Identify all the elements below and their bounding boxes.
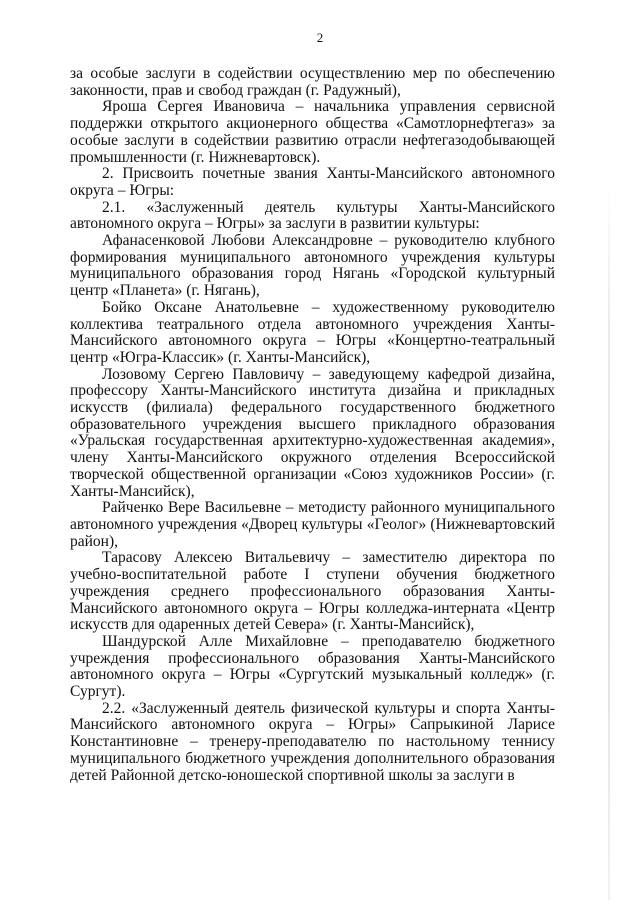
paragraph-afanasenkova: Афанасенковой Любови Александровне – руководителю клубного формирования муниципального автономного учреждения культуры муниципального образования город Нягань «Городской культурный центр «Планета» (г. Нягань),: [70, 232, 555, 300]
paragraph-raychenko: Райченко Вере Васильевне – методисту районного муниципального автономного учреждения «Дворец культуры «Геолог» (Нижневартовский район),: [70, 499, 555, 550]
paragraph-boyko: Бойко Оксане Анатольевне – художественному руководителю коллектива театрального отдела автономного учреждения Ханты-Мансийского автономного округа – Югры «Концертно-театральный центр «Югра-Классик» (г. Ханты-Мансийск),: [70, 298, 555, 366]
paragraph-tarasov: Тарасову Алексею Витальевичу – заместителю директора по учебно-воспитательной работе I ступени обучения бюджетного учреждения среднего профессионального образования Ханты-Мансийского автономного округа – Югры колледжа-интерната «Центр искусств для одаренных детей Севера» (г. Ханты-Мансийск),: [70, 549, 555, 634]
page-number: 2: [316, 30, 324, 45]
paragraph-continuation: за особые заслуги в содействии осуществлению мер по обеспечению законности, прав и свобод граждан (г. Радужный),: [70, 65, 555, 99]
paragraph-section-2-2: 2.2. «Заслуженный деятель физической культуры и спорта Ханты-Мансийского автономного округа – Югры» Сапрыкиной Ларисе Константиновне – тренеру-преподавателю по настольному теннису муниципального бюджетного учреждения дополнительного образования детей Районной детско-юношеской спортивной школы за заслуги в: [70, 699, 555, 784]
document-body: [70, 66, 555, 784]
scan-edge-shadow: [608, 180, 610, 900]
paragraph-section-2-1: 2.1. «Заслуженный деятель культуры Ханты-Мансийского автономного округа – Югры» за заслуги в развитии культуры:: [70, 198, 555, 233]
paragraph-lozovoy: Лозовому Сергею Павловичу – заведующему кафедрой дизайна, профессору Ханты-Мансийского института дизайна и прикладных искусств (филиала) федерального государственного бюджетного образовательного учреждения высшего прикладного образования «Уральская государственная архитектурно-художественная академия», члену Ханты-Мансийского окружного отделения Всероссийской творческой общественной организации «Союз художников России» (г. Ханты-Мансийск),: [70, 365, 555, 500]
paragraph-section-2: 2. Присвоить почетные звания Ханты-Мансийского автономного округа – Югры:: [70, 165, 555, 199]
paragraph-award-yarosh: Яроша Сергея Ивановича – начальника управления сервисной поддержки открытого акционерного общества «Самотлорнефтегаз» за особые заслуги в содействии развитию отрасли нефтегазодобывающей промышленности (г. Нижневартовск).: [70, 98, 555, 166]
paragraph-shandurskaya: Шандурской Алле Михайловне – преподавателю бюджетного учреждения профессионального образования Ханты-Мансийского автономного округа – Югры «Сургутский музыкальный колледж» (г. Сургут).: [70, 632, 555, 701]
